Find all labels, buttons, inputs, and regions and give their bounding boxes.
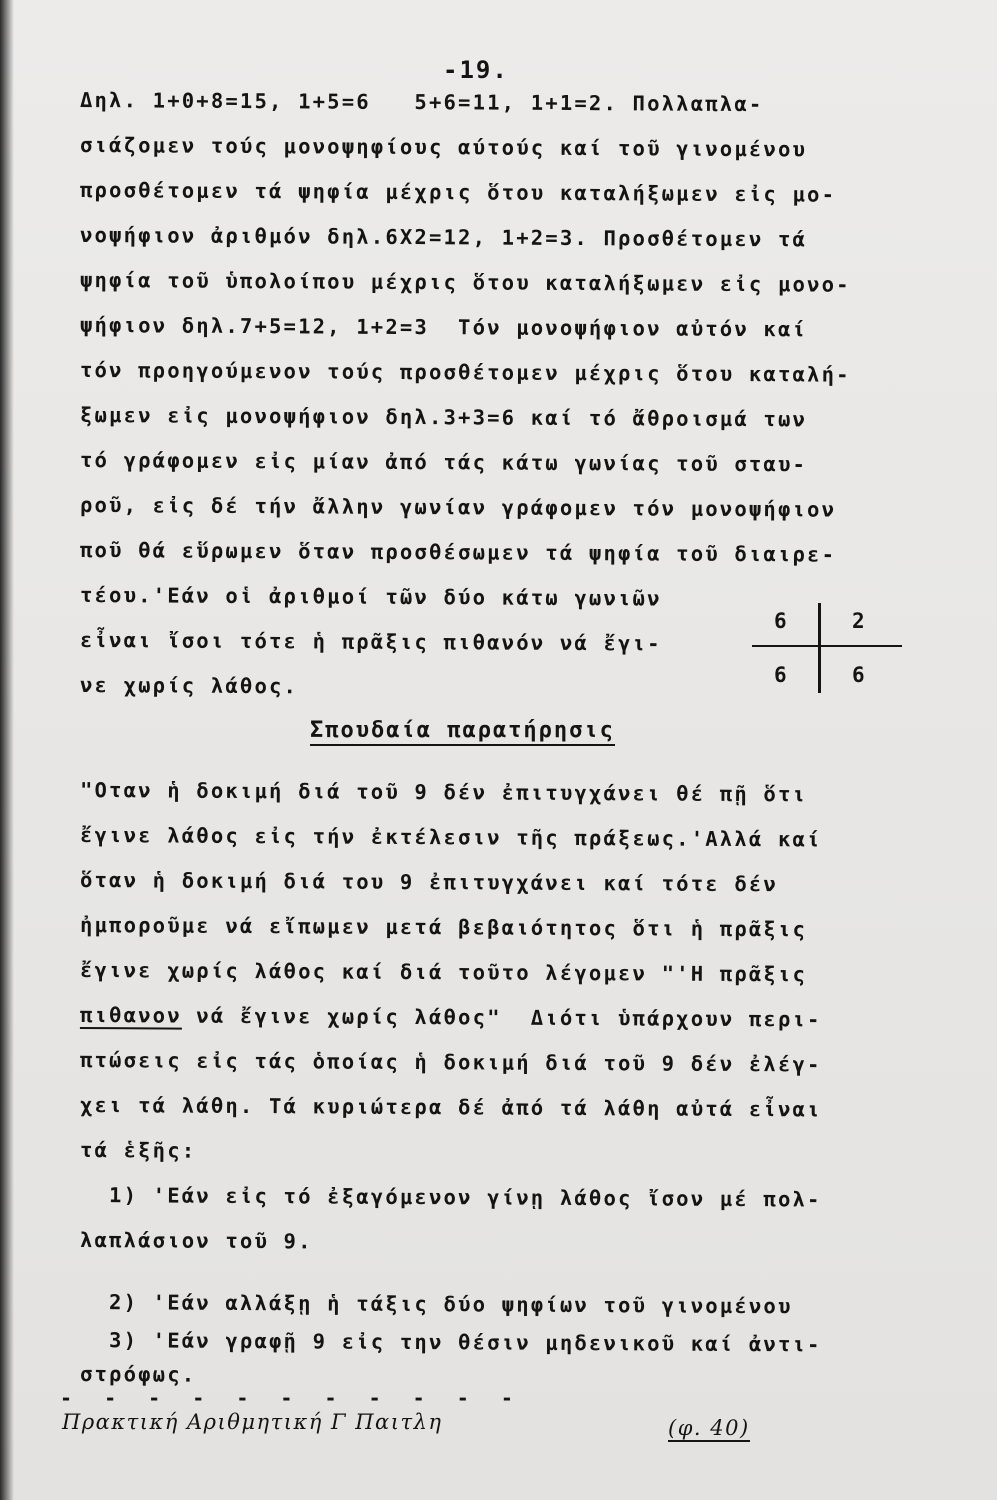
text-line: τά ἑξῆς: <box>79 1138 197 1163</box>
text-line: ἠμποροῦμε νά εἴπωμεν μετά βεβαιότητος ὅτι ἡ πρᾶξις <box>79 913 808 942</box>
text-fragment: νά ἔγινε χωρίς λάθος" Διότι ὑπάρχουν περι- <box>181 1003 822 1032</box>
text-line: νοψήφιον ἀριθμόν δηλ.6Χ2=12, 1+2=3. Προσθέτομεν τά <box>79 223 808 252</box>
text-line: εἶναι ἴσοι τότε ἡ πρᾶξις πιθανόν νά ἔγι- <box>79 628 662 656</box>
cross-bottom-right: 6 <box>852 663 865 687</box>
text-line: στρόφως. <box>79 1362 197 1387</box>
text-line <box>80 1003 822 1032</box>
text-line: ψηφία τοῦ ὑπολοίπου μέχρις ὅτου καταλήξωμεν εἰς μονο- <box>79 268 851 297</box>
page-number: -19. <box>443 56 509 84</box>
separator-dashes: - - - - - - - - - - - <box>60 1386 523 1410</box>
nines-check-cross <box>752 603 902 693</box>
scan-edge-shadow <box>0 0 14 1500</box>
text-line: "Οταν ἡ δοκιμή διά τοῦ 9 δέν ἐπιτυγχάνει θέ πῇ ὅτι <box>79 778 808 807</box>
text-line: ροῦ, εἰς δέ τήν ἄλλην γωνίαν γράφομεν τόν μονοψήφιον <box>79 493 837 522</box>
text-line: τόν προηγούμενον τούς προσθέτομεν μέχρις ὅτου καταλή- <box>79 358 851 387</box>
text-line: λαπλάσιον τοῦ 9. <box>79 1228 313 1254</box>
text-line: Δηλ. 1+0+8=15, 1+5=6 5+6=11, 1+1=2. Πολλαπλα- <box>79 88 764 117</box>
text-line: ψήφιον δηλ.7+5=12, 1+2=3 Τόν μονοψήφιον αὐτόν καί <box>79 313 808 342</box>
text-line: σιάζομεν τούς μονοψηφίους αύτούς καί τοῦ γινομένου <box>79 133 808 162</box>
text-line: ὅταν ἡ δοκιμή διά του 9 ἐπιτυγχάνει καί τότε δέν <box>79 868 779 897</box>
text-line: χει τά λάθη. Τά κυριώτερα δέ ἀπό τά λάθη αὐτά εἶναι <box>79 1093 822 1122</box>
text-line: πτώσεις εἰς τάς ὁποίας ἡ δοκιμή διά τοῦ 9 δέν ἐλέγ- <box>79 1048 822 1077</box>
text-line: τό γράφομεν εἰς μίαν ἀπό τάς κάτω γωνίας τοῦ σταυ- <box>79 448 808 477</box>
cross-bottom-left: 6 <box>774 663 787 687</box>
text-line: 2) 'Εάν αλλάξῃ ἡ τάξις δύο ψηφίων τοῦ γινομένου <box>79 1290 793 1319</box>
text-line: προσθέτομεν τά ψηφία μέχρις ὅτου καταλήξωμεν εἰς μο- <box>79 178 837 207</box>
underlined-word: πιθανον <box>79 1003 182 1028</box>
text-line: 1) 'Εάν εἰς τό ἐξαγόμενον γίνῃ λάθος ἴσον μέ πολ- <box>79 1183 822 1212</box>
text-line: ἔγινε λάθος εἰς τήν ἐκτέλεσιν τῆς πράξεως.'Αλλά καί <box>79 823 822 852</box>
section-heading: Σπουδαία παρατήρησις <box>310 718 615 746</box>
text-line: ξωμεν εἰς μονοψήφιον δηλ.3+3=6 καί τό ἄθροισμά των <box>79 403 808 432</box>
text-line: τέου.'Εάν οἱ ἀριθμοί τῶν δύο κάτω γωνιῶν <box>79 583 662 611</box>
text-line: 3) 'Εάν γραφῇ 9 εἰς την θέσιν μηδενικοῦ καί ἀντι- <box>79 1328 822 1357</box>
text-line: ἔγινε χωρίς λάθος καί διά τοῦτο λέγομεν "'Η πρᾶξις <box>79 958 808 987</box>
cross-vertical-line <box>818 603 821 693</box>
footer-book-title: Πρακτική Αριθμητική Γ Παιτλη <box>62 1410 443 1434</box>
footer-sheet-number: (φ. 40) <box>668 1416 750 1440</box>
text-line: ποῦ θά εὕρωμεν ὅταν προσθέσωμεν τά ψηφία τοῦ διαιρε- <box>79 538 837 567</box>
cross-top-left: 6 <box>774 609 787 633</box>
text-line: νε χωρίς λάθος. <box>79 673 299 699</box>
cross-horizontal-line <box>752 645 902 647</box>
cross-top-right: 2 <box>852 609 865 633</box>
